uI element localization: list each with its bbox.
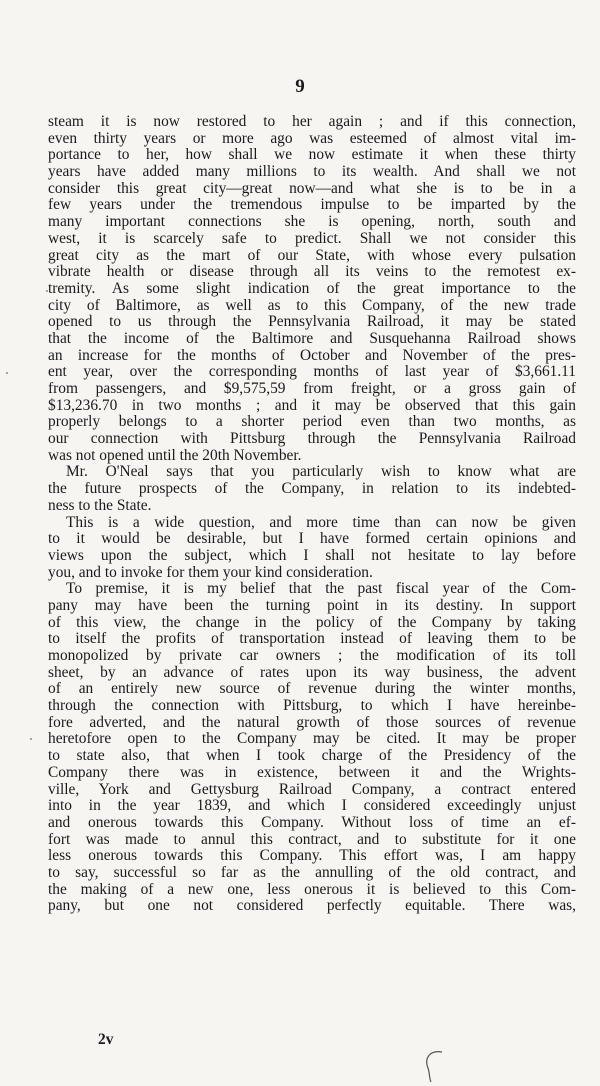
- text-line: and onerous towards this Company. Without loss of time an ef-: [48, 813, 576, 831]
- text-line: even thirty years or more ago was esteemed of almost vital im-: [48, 129, 576, 147]
- text-line: was not opened until the 20th November.: [48, 446, 302, 464]
- text-line: vibrate health or disease through all its veins to the remotest ex-: [48, 263, 576, 281]
- text-line: This is a wide question, and more time than can now be given: [66, 513, 576, 531]
- text-line: that the income of the Baltimore and Susquehanna Railroad shows: [48, 329, 576, 347]
- text-line: to itself the profits of transportation instead of leaving them to be: [48, 630, 576, 648]
- ink-mark: [420, 1048, 450, 1084]
- text-line: you, and to invoke for them your kind consideration.: [48, 563, 373, 581]
- text-line: to state also, that when I took charge of the Presidency of the: [48, 747, 576, 765]
- text-line: of this view, the change in the policy of the Company by taking: [48, 613, 576, 631]
- text-line: the making of a new one, less onerous it is believed to this Com-: [48, 880, 576, 898]
- text-line: monopolized by private car owners ; the modification of its toll: [48, 647, 576, 664]
- body-text: [48, 114, 576, 915]
- text-line: pany may have been the turning point in its destiny. In support: [48, 596, 576, 614]
- text-line: properly belongs to a shorter period even than two months, as: [48, 413, 576, 431]
- signature-mark: 2v: [98, 1031, 114, 1048]
- text-line: To premise, it is my belief that the past fiscal year of the Com-: [66, 580, 576, 598]
- text-line: pany, but one not considered perfectly equitable. There was,: [48, 897, 576, 915]
- paper-speck: [46, 290, 48, 292]
- text-line: consider this great city—great now—and what she is to be in a: [48, 179, 576, 197]
- text-line: ness to the State.: [48, 496, 152, 514]
- text-line: $13,236.70 in two months ; and it may be observed that this gain: [48, 396, 576, 414]
- text-line: less onerous towards this Company. This effort was, I am happy: [48, 847, 576, 865]
- text-line: opened to us through the Pennsylvania Railroad, it may be stated: [48, 313, 576, 331]
- text-line: our connection with Pittsburg through the Pennsylvania Railroad: [48, 430, 576, 448]
- text-line: west, it is scarcely safe to predict. Shall we not consider this: [48, 229, 576, 247]
- text-line: Company there was in existence, between it and the Wrights-: [48, 763, 576, 781]
- text-line: from passengers, and $9,575,59 from freight, or a gross gain of: [48, 380, 576, 397]
- paper-speck: [30, 738, 32, 740]
- text-line: sheet, by an advance of rates upon its way business, the advent: [48, 663, 576, 681]
- text-line: city of Baltimore, as well as to this Company, of the new trade: [48, 296, 576, 314]
- text-line: of an entirely new source of revenue during the winter months,: [48, 680, 576, 698]
- text-line: to say, successful so far as the annulling of the old contract, and: [48, 863, 576, 881]
- text-line: great city as the mart of our State, with whose every pulsation: [48, 246, 576, 264]
- text-line: portance to her, how shall we now estimate it when these thirty: [48, 146, 576, 164]
- text-line: few years under the tremendous impulse to be imparted by the: [48, 196, 576, 214]
- text-line: steam it is now restored to her again ; and if this connection,: [48, 113, 576, 130]
- text-line: many important connections she is opening, north, south and: [48, 213, 576, 231]
- text-line: fore adverted, and the natural growth of those sources of revenue: [48, 713, 576, 731]
- paper-speck: [6, 372, 8, 374]
- text-line: an increase for the months of October and November of the pres-: [48, 346, 576, 364]
- text-line: to it would be desirable, but I have formed certain opinions and: [48, 530, 576, 548]
- text-line: heretofore open to the Company may be cited. It may be proper: [48, 730, 576, 748]
- text-line: ville, York and Gettysburg Railroad Company, a contract entered: [48, 780, 576, 798]
- text-line: through the connection with Pittsburg, to which I have hereinbe-: [48, 697, 576, 715]
- text-line: fort was made to annul this contract, and to substitute for it one: [48, 830, 576, 848]
- text-line: the future prospects of the Company, in relation to its indebted-: [48, 480, 576, 498]
- page-number: 9: [295, 76, 305, 97]
- text-line: Mr. O'Neal says that you particularly wish to know what are: [66, 463, 576, 481]
- text-line: views upon the subject, which I shall not hesitate to lay before: [48, 546, 576, 564]
- text-line: into in the year 1839, and which I considered exceedingly unjust: [48, 797, 576, 815]
- text-line: years have added many millions to its wealth. And shall we not: [48, 163, 576, 181]
- text-line: tremity. As some slight indication of the great importance to the: [48, 279, 576, 297]
- text-line: ent year, over the corresponding months of last year of $3,661.11: [48, 363, 576, 381]
